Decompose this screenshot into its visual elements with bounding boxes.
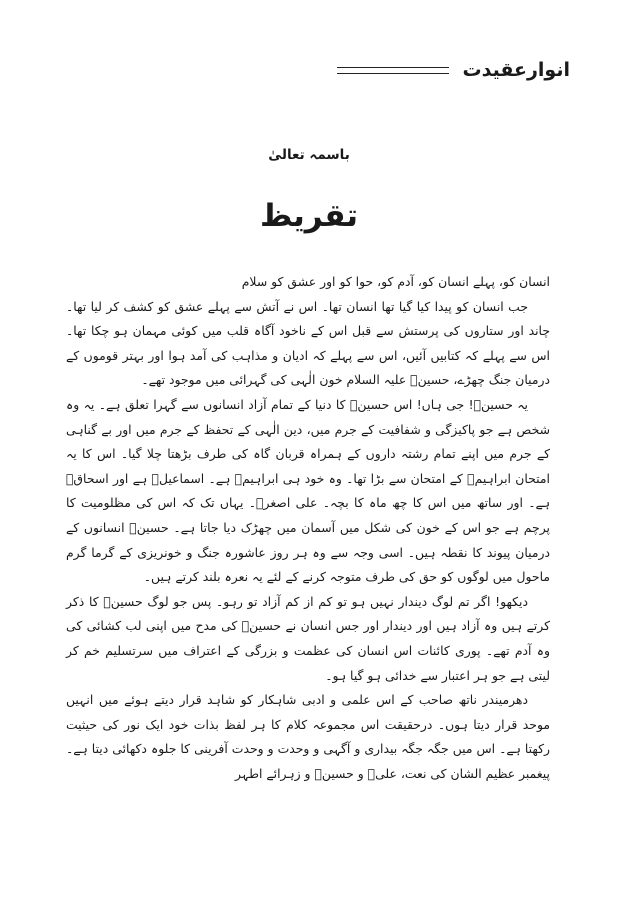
paragraph: دیکھو! اگر تم لوگ دیندار نہیں ہو تو کم از کم آزاد تو رہو۔ پس جو لوگ حسینؑ کا ذکر کرتے ہیں وہ آزاد ہیں اور دیندار اور جس انسان نے حسینؑ کی مدح میں اپنی لب کشائی کی وہ آدم تھے۔ پوری کائنات اس انسان کی عظمت و بزرگی کے اعتراف میں سرتسلیم خم کر لیتی ہے جو ہر اعتبار سے خدائی ہو گیا ہو۔ — [66, 593, 550, 683]
invocation: باسمہ تعالیٰ — [268, 147, 350, 163]
paragraph: یہ حسینؑ! جی ہاں! اس حسینؑ کا دنیا کے تمام آزاد انسانوں سے گہرا تعلق ہے۔ یہ وہ شخص ہے جو پاکیزگی و شفافیت کے جرم میں، دین الٰہی کے تحفظ کے جرم میں اور بے گناہی کے جرم میں اپنے تمام رشتہ داروں کے ہمراہ قربان گاہ کی طرف بڑھتا چلا گیا۔ اس کا یہ امتحان ابراہیمؑ کے امتحان سے بڑا تھا۔ وہ خود ہی ابراہیمؑ ہے۔ اسماعیلؑ ہے اور اسحاقؑ ہے۔ اور ساتھ میں اس کا چھ ماہ کا بچہ۔ علی اصغرؑ۔ یہاں تک کہ اس کی مظلومیت کا پرچم ہے جو اس کے خون کی شکل میں آسمان میں چھڑک دیا جاتا ہے۔ حسینؑ انسانوں کے درمیان پیوند کا نقطہ ہیں۔ اسی وجہ سے وہ ہر روز عاشورہ جنگ و خونریزی کے گرما گرم ماحول میں لوگوں کو حق کی طرف متوجہ کرنے کے لئے یہ نعرہ بلند کرتے ہیں۔ — [66, 396, 550, 585]
running-title: انوارعقیدت — [462, 59, 570, 81]
body-text — [66, 270, 550, 786]
paragraph: انسان کو، پہلے انسان کو، آدم کو، حوا کو اور عشق کو سلام — [241, 274, 550, 289]
header-rule — [337, 67, 449, 74]
page-header — [60, 52, 570, 88]
section-heading: تقریظ — [259, 198, 359, 234]
paragraph: جب انسان کو پیدا کیا گیا تھا انسان تھا۔ اس نے آتش سے پہلے عشق کو کشف کر لیا تھا۔ چاند اور ستاروں کی پرستش سے قبل اس کے ناخود آگاہ قلب میں کوئی مہمان ہو چکا تھا۔ اس سے پہلے کہ کتابیں آئیں، اس سے پہلے کہ ادیان و مذاہب کی آمد ہوا اور بہتر قوموں کے درمیان جنگ چھڑے، حسینؑ علیہ السلام خون الٰہی کی گہرائی میں موجود تھے۔ — [66, 298, 550, 388]
paragraph: دھرمیندر ناتھ صاحب کے اس علمی و ادبی شاہکار کو شاہد قرار دیتے ہوئے میں انہیں موحد قرار دیتا ہوں۔ درحقیقت اس مجموعہ کلام کا ہر لفظ بذات خود ایک نور کی حیثیت رکھتا ہے۔ اس میں جگہ جگہ بیداری و آگہی و وحدت و وحدت آفرینی کا جلوہ دکھائی دیتا ہے۔ پیغمبر عظیم الشان کی نعت، علیؑ و حسینؑ و زہرائے اطہر — [66, 692, 550, 781]
